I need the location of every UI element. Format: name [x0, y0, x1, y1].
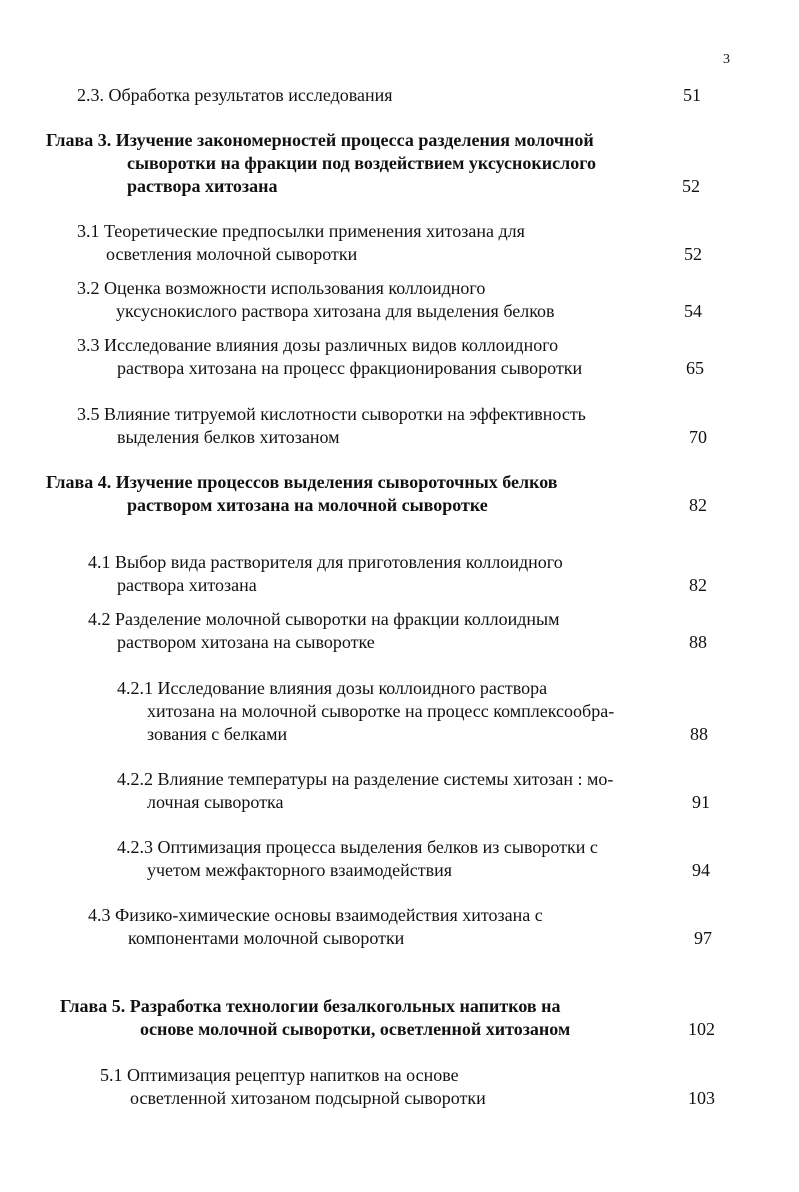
toc-entry-4-2-1-line-1: 4.2.1 Исследование влияния дозы коллоидного раствора — [117, 678, 548, 698]
toc-entry-4-3-line-1: 4.3 Физико-химические основы взаимодействия хитозана с — [88, 905, 543, 925]
toc-entry-3-2-line-2: уксуснокислого раствора хитозана для выделения белков — [116, 301, 555, 321]
toc-entry-3-1-page: 52 — [684, 244, 702, 264]
toc-entry-3-3-line-2: раствора хитозана на процесс фракционирования сыворотки — [117, 358, 583, 378]
toc-entry-4-2-line-2: раствором хитозана на сыворотке — [117, 632, 375, 652]
toc-entry-4-2-2-line-1: 4.2.2 Влияние температуры на разделение системы хитозан : мо- — [117, 769, 614, 789]
toc-entry-4-2-1-line-3: зования с белками — [147, 724, 288, 744]
toc-entry-3-5-line-2: выделения белков хитозаном — [117, 427, 340, 447]
chapter-4-page: 82 — [689, 495, 707, 515]
toc-entry-4-3-page: 97 — [694, 928, 712, 948]
chapter-5-title-line-2: основе молочной сыворотки, осветленной хитозаном — [140, 1019, 571, 1039]
chapter-3-page: 52 — [682, 176, 700, 196]
toc-entry-4-3-line-2: компонентами молочной сыворотки — [128, 928, 405, 948]
chapter-5-page: 102 — [688, 1019, 715, 1039]
chapter-3-title-line-2: сыворотки на фракции под воздействием уксуснокислого — [127, 153, 596, 173]
chapter-4-title-line-2: раствором хитозана на молочной сыворотке — [127, 495, 488, 515]
page-number: 3 — [723, 52, 730, 67]
toc-entry-4-2-page: 88 — [689, 632, 707, 652]
chapter-3-title-line-3: раствора хитозана — [127, 176, 278, 196]
toc-entry-5-1-line-1: 5.1 Оптимизация рецептур напитков на основе — [100, 1065, 459, 1085]
toc-entry-5-1-page: 103 — [688, 1088, 715, 1108]
toc-entry-4-2-3-line-1: 4.2.3 Оптимизация процесса выделения белков из сыворотки с — [117, 837, 598, 857]
toc-entry-2-3-title: 2.3. Обработка результатов исследования — [77, 85, 393, 105]
toc-entry-3-3-line-1: 3.3 Исследование влияния дозы различных видов коллоидного — [77, 335, 559, 355]
toc-entry-5-1-line-2: осветленной хитозаном подсырной сыворотки — [130, 1088, 486, 1108]
chapter-5-title-line-1: Глава 5. Разработка технологии безалкогольных напитков на — [60, 996, 561, 1016]
toc-entry-4-2-3-page: 94 — [692, 860, 710, 880]
toc-entry-4-2-2-line-2: лочная сыворотка — [147, 792, 284, 812]
toc-entry-4-2-1-line-2: хитозана на молочной сыворотке на процесс комплексообра- — [147, 701, 615, 721]
toc-entry-4-2-2-page: 91 — [692, 792, 710, 812]
toc-entry-4-2-line-1: 4.2 Разделение молочной сыворотки на фракции коллоидным — [88, 609, 560, 629]
toc-entry-4-2-3-line-2: учетом межфакторного взаимодействия — [147, 860, 453, 880]
toc-entry-3-1-line-2: осветления молочной сыворотки — [106, 244, 358, 264]
toc-entry-4-1-line-2: раствора хитозана — [117, 575, 257, 595]
toc-entry-3-5-line-1: 3.5 Влияние титруемой кислотности сыворотки на эффективность — [77, 404, 586, 424]
toc-entry-3-1-line-1: 3.1 Теоретические предпосылки применения хитозана для — [77, 221, 525, 241]
toc-entry-3-2-page: 54 — [684, 301, 702, 321]
toc-entry-3-3-page: 65 — [686, 358, 704, 378]
toc-entry-4-1-line-1: 4.1 Выбор вида растворителя для приготовления коллоидного — [88, 552, 563, 572]
chapter-3-title-line-1: Глава 3. Изучение закономерностей процесса разделения молочной — [46, 130, 594, 150]
chapter-4-title-line-1: Глава 4. Изучение процессов выделения сывороточных белков — [46, 472, 558, 492]
toc-entry-3-5-page: 70 — [689, 427, 707, 447]
toc-entry-4-1-page: 82 — [689, 575, 707, 595]
toc-entry-2-3-page: 51 — [683, 85, 701, 105]
toc-entry-4-2-1-page: 88 — [690, 724, 708, 744]
toc-entry-3-2-line-1: 3.2 Оценка возможности использования коллоидного — [77, 278, 486, 298]
